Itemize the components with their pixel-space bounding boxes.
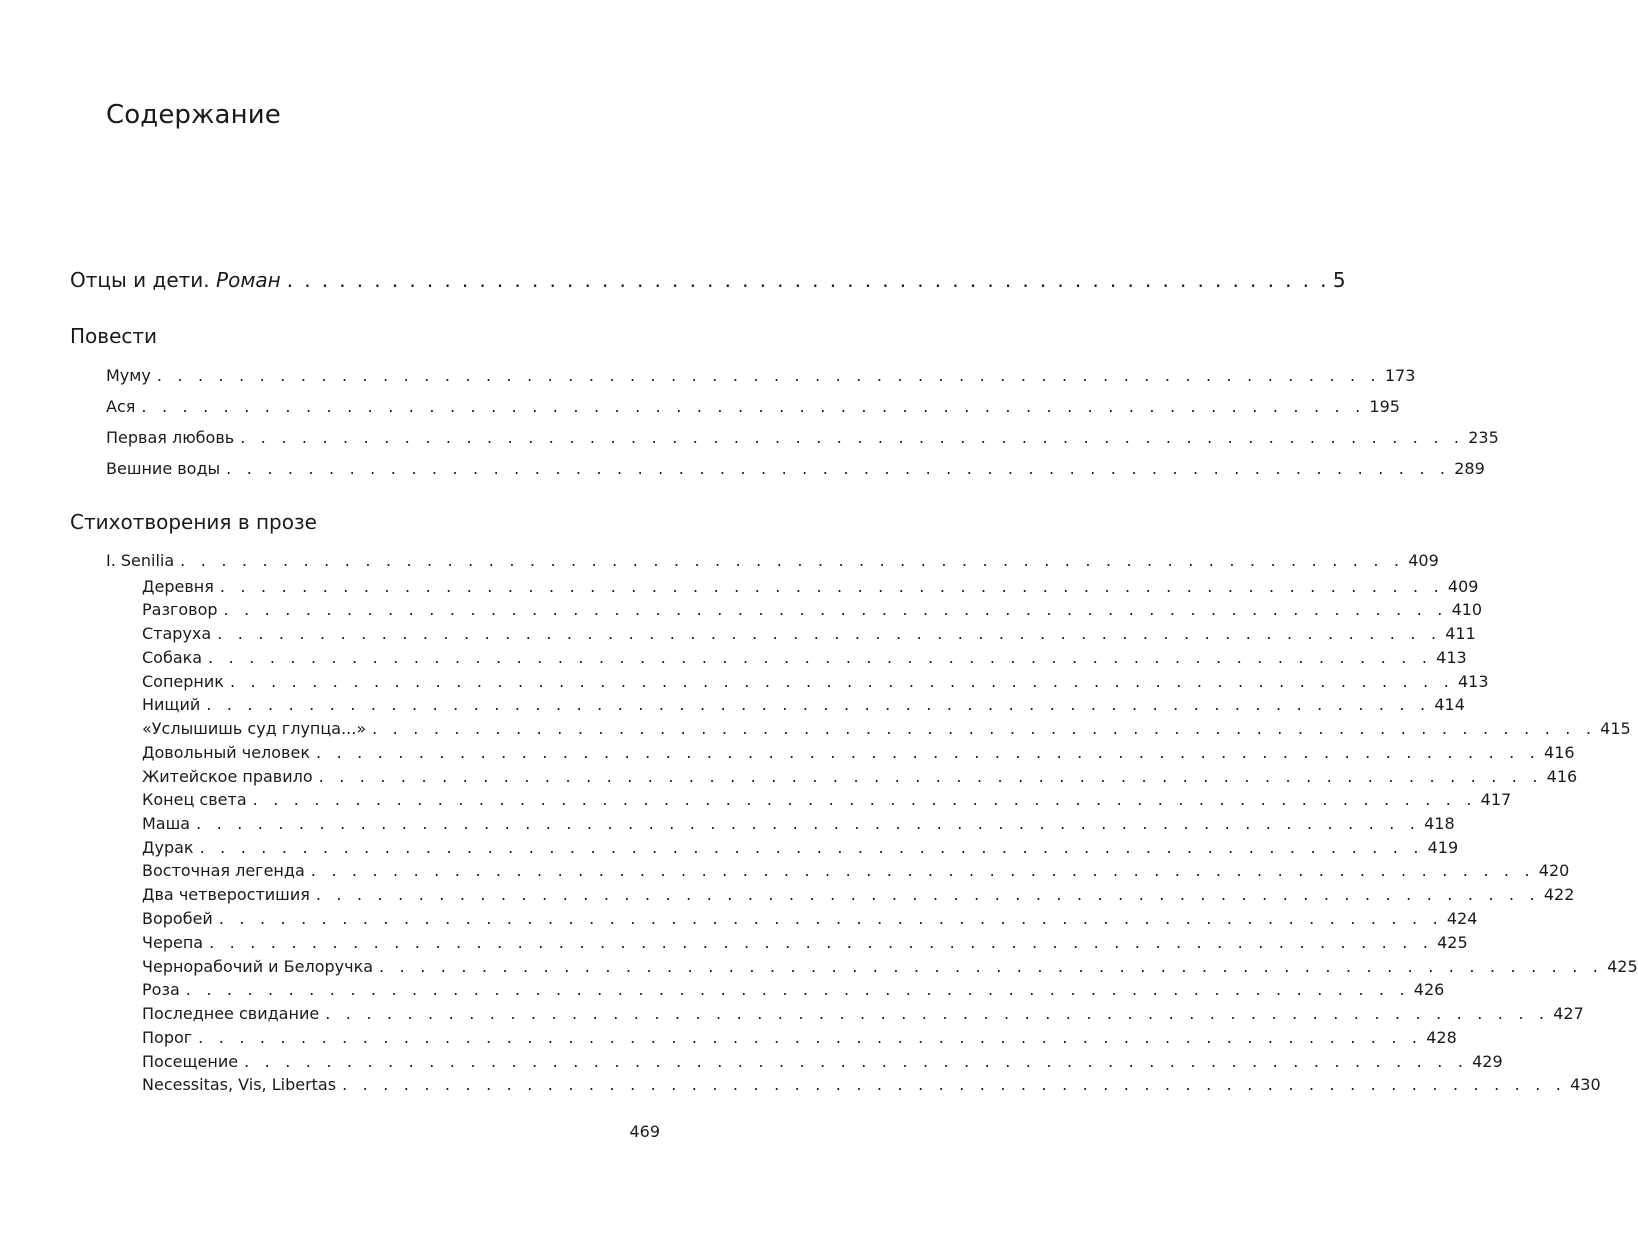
toc-entry-page: 418 bbox=[1424, 814, 1455, 833]
dot-leader: . . . . . . . . . . . . . . . . . . . . . . . . . . . . . . . . . . . . . . . . . . . . . . . . . . . . . . . . . . . . bbox=[141, 397, 1366, 416]
toc-entry bbox=[142, 980, 1445, 999]
toc-entry bbox=[142, 790, 1512, 809]
toc-entry-page: 289 bbox=[1454, 459, 1485, 478]
dot-leader: . . . . . . . . . . . . . . . . . . . . . . . . . . . . . . . . . . . . . . . . . . . . . . . . . . . . . . . . . . . . bbox=[226, 459, 1451, 478]
toc-entry-page: 5 bbox=[1332, 268, 1346, 292]
toc-entry-title: Деревня bbox=[142, 577, 214, 596]
toc-entry-title: Разговор bbox=[142, 600, 218, 619]
toc-entry bbox=[142, 624, 1476, 643]
toc-entry-page: 430 bbox=[1570, 1075, 1601, 1094]
toc-entry-title: Роза bbox=[142, 980, 180, 999]
toc-entry-title: Порог bbox=[142, 1028, 193, 1047]
dot-leader: . . . . . . . . . . . . . . . . . . . . . . . . . . . . . . . . . . . . . . . . . . . . . . . . . . . . . . . . . . . . bbox=[244, 1052, 1469, 1071]
toc-entry bbox=[142, 814, 1455, 833]
toc-entry bbox=[142, 600, 1483, 619]
dot-leader: . . . . . . . . . . . . . . . . . . . . . . . . . . . . . . . . . . . . . . . . . . . . . . . . . . . . . . . . . . . . bbox=[217, 624, 1442, 643]
toc-entry bbox=[142, 695, 1465, 714]
toc-entry-page: 415 bbox=[1600, 719, 1631, 738]
toc-entry-page: 428 bbox=[1426, 1028, 1457, 1047]
toc-entry-title: Довольный человек bbox=[142, 743, 310, 762]
toc-entry bbox=[142, 1004, 1584, 1023]
dot-leader: . . . . . . . . . . . . . . . . . . . . . . . . . . . . . . . . . . . . . . . . . . . . . . . . . . . . . . . . . . . . bbox=[316, 743, 1541, 762]
toc-entry-title: Ася bbox=[106, 397, 136, 416]
toc-entry-title: Муму bbox=[106, 366, 151, 385]
toc-entry bbox=[142, 838, 1459, 857]
toc-entry-page: 427 bbox=[1553, 1004, 1584, 1023]
toc-entry bbox=[142, 577, 1479, 596]
toc-entry bbox=[142, 648, 1467, 667]
toc-entry-page: 417 bbox=[1480, 790, 1512, 809]
toc-entry bbox=[142, 1028, 1457, 1047]
toc-entry bbox=[106, 366, 1416, 385]
dot-leader: . . . . . . . . . . . . . . . . . . . . . . . . . . . . . . . . . . . . . . . . . . . . . . . . . . . . . . . . . . . . bbox=[223, 600, 1448, 619]
toc-entry-title: Соперник bbox=[142, 672, 224, 691]
dot-leader: . . . . . . . . . . . . . . . . . . . . . . . . . . . . . . . . . . . . . . . . . . . . . . . . . . . . . . . . . . . . bbox=[252, 790, 1477, 809]
toc-entry-page: 173 bbox=[1384, 366, 1416, 385]
section-heading-prose-poems: Стихотворения в прозе bbox=[70, 510, 317, 534]
toc-entry bbox=[142, 672, 1489, 691]
toc-entry bbox=[142, 909, 1478, 928]
toc-entry-novel bbox=[70, 268, 1346, 292]
dot-leader: . . . . . . . . . . . . . . . . . . . . . . . . . . . . . . . . . . . . . . . . . . . . . . . . . . . . . . . . . . . . bbox=[198, 1028, 1423, 1047]
toc-entry-page: 424 bbox=[1446, 909, 1478, 928]
toc-entry-title: «Услышишь суд глупца...» bbox=[142, 719, 367, 738]
dot-leader: . . . . . . . . . . . . . . . . . . . . . . . . . . . . . . . . . . . . . . . . . . . . . . . . . . . . . . . . . . . . bbox=[318, 767, 1543, 786]
toc-entry bbox=[142, 1075, 1601, 1094]
dot-leader: . . . . . . . . . . . . . . . . . . . . . . . . . . . . . . . . . . . . . . . . . . . . . . . . . . . . . . . . . . . . bbox=[379, 957, 1604, 976]
toc-entry-page: 420 bbox=[1538, 861, 1570, 880]
toc-entry-title: Старуха bbox=[142, 624, 212, 643]
toc-entry bbox=[106, 459, 1485, 478]
toc-entry-title: Конец света bbox=[142, 790, 247, 809]
toc-entry-page: 413 bbox=[1436, 648, 1467, 667]
toc-entry bbox=[142, 743, 1575, 762]
toc-entry-title: Житейское правило bbox=[142, 767, 313, 786]
toc-entry-page: 235 bbox=[1468, 428, 1499, 447]
dot-leader: . . . . . . . . . . . . . . . . . . . . . . . . . . . . . . . . . . . . . . . . . . . . . . . . . . . . . . . . . . . . bbox=[196, 814, 1421, 833]
toc-entry-page: 419 bbox=[1427, 838, 1459, 857]
dot-leader: . . . . . . . . . . . . . . . . . . . . . . . . . . . . . . . . . . . . . . . . . . . . . . . . . . . . . . . . . . . . bbox=[199, 838, 1424, 857]
toc-entry-title: Чернорабочий и Белоручка bbox=[142, 957, 374, 976]
dot-leader: . . . . . . . . . . . . . . . . . . . . . . . . . . . . . . . . . . . . . . . . . . . . . . . . . . . . . . . . . . . . bbox=[229, 672, 1454, 691]
toc-entry-page: 416 bbox=[1546, 767, 1578, 786]
toc-entry-page: 409 bbox=[1408, 551, 1439, 570]
toc-entry-page: 410 bbox=[1451, 600, 1483, 619]
toc-entry-page: 416 bbox=[1544, 743, 1575, 762]
dot-leader: . . . . . . . . . . . . . . . . . . . . . . . . . . . . . . . . . . . . . . . . . . . . . . . . . . . . . . . . . . . . bbox=[325, 1004, 1550, 1023]
page-number: 469 bbox=[629, 1122, 660, 1141]
toc-entry bbox=[142, 957, 1638, 976]
toc-entry-title: Восточная легенда bbox=[142, 861, 305, 880]
dot-leader: . . . . . . . . . . . . . . . . . . . . . . . . . . . . . . . . . . . . . . . . . . . . . . . . . . . . . . . . . . . . bbox=[342, 1075, 1567, 1094]
toc-entry bbox=[106, 428, 1499, 447]
toc-entry bbox=[142, 1052, 1503, 1071]
toc-entry-title: Necessitas, Vis, Libertas bbox=[142, 1075, 337, 1094]
toc-entry-title: Отцы и дети. Роман bbox=[70, 268, 281, 292]
dot-leader: . . . . . . . . . . . . . . . . . . . . . . . . . . . . . . . . . . . . . . . . . . . . . . . . . . . . . . . . . . . . bbox=[240, 428, 1465, 447]
toc-entry-genre: Роман bbox=[216, 268, 281, 292]
toc-entry bbox=[142, 885, 1575, 904]
toc-entry-page: 413 bbox=[1457, 672, 1489, 691]
toc-entry-title: Черепа bbox=[142, 933, 204, 952]
toc-entry bbox=[106, 397, 1400, 416]
toc-entry-title: Собака bbox=[142, 648, 203, 667]
toc-entry-title: Два четверостишия bbox=[142, 885, 310, 904]
toc-entry-title: Нищий bbox=[142, 695, 201, 714]
page-title: Содержание bbox=[106, 100, 281, 130]
dot-leader: . . . . . . . . . . . . . . . . . . . . . . . . . . . . . . . . . . . . . . . . . . . . . . . . . . . . . . . . . . . . bbox=[310, 861, 1535, 880]
toc-entry-page: 429 bbox=[1472, 1052, 1503, 1071]
toc-entry-title: Посещение bbox=[142, 1052, 239, 1071]
toc-entry-page: 409 bbox=[1447, 577, 1479, 596]
toc-entry bbox=[142, 767, 1578, 786]
toc-entry-page: 426 bbox=[1413, 980, 1445, 999]
dot-leader: . . . . . . . . . . . . . . . . . . . . . . . . . . . . . . . . . . . . . . . . . . . . . . . . . . . . . . . . . . . . bbox=[208, 648, 1433, 667]
toc-entry-title: Дурак bbox=[142, 838, 194, 857]
toc-entry bbox=[142, 719, 1631, 738]
toc-entry-page: 422 bbox=[1543, 885, 1575, 904]
toc-entry-title: Вешние воды bbox=[106, 459, 221, 478]
toc-entry-page: 195 bbox=[1369, 397, 1400, 416]
section-heading-novellas: Повести bbox=[70, 324, 158, 348]
dot-leader: . . . . . . . . . . . . . . . . . . . . . . . . . . . . . . . . . . . . . . . . . . . . . . . . . . . . . . . . . . . . bbox=[372, 719, 1597, 738]
dot-leader: . . . . . . . . . . . . . . . . . . . . . . . . . . . . . . . . . . . . . . . . . . . . . . . . . . . . . . . . . . . . bbox=[209, 933, 1434, 952]
toc-entry-page: 425 bbox=[1437, 933, 1468, 952]
toc-entry-title: Воробей bbox=[142, 909, 213, 928]
dot-leader: . . . . . . . . . . . . . . . . . . . . . . . . . . . . . . . . . . . . . . . . . . . . . . . . . . . . . . . . . . . . bbox=[206, 695, 1431, 714]
toc-entry-title: Первая любовь bbox=[106, 428, 235, 447]
dot-leader: . . . . . . . . . . . . . . . . . . . . . . . . . . . . . . . . . . . . . . . . . . . . . . . . . . . . . . . . . . . . bbox=[315, 885, 1540, 904]
toc-entry-title: I. Senilia bbox=[106, 551, 175, 570]
toc-entry-title: Маша bbox=[142, 814, 191, 833]
toc-entry-page: 411 bbox=[1445, 624, 1476, 643]
dot-leader: . . . . . . . . . . . . . . . . . . . . . . . . . . . . . . . . . . . . . . . . . . . . . . . . . . . . . . . . . . . . bbox=[286, 268, 1329, 292]
toc-entry-part bbox=[106, 551, 1439, 570]
dot-leader: . . . . . . . . . . . . . . . . . . . . . . . . . . . . . . . . . . . . . . . . . . . . . . . . . . . . . . . . . . . . bbox=[219, 577, 1444, 596]
toc-entry-title: Последнее свидание bbox=[142, 1004, 320, 1023]
toc-entry bbox=[142, 861, 1570, 880]
dot-leader: . . . . . . . . . . . . . . . . . . . . . . . . . . . . . . . . . . . . . . . . . . . . . . . . . . . . . . . . . . . . bbox=[156, 366, 1381, 385]
toc-entry-page: 414 bbox=[1434, 695, 1465, 714]
dot-leader: . . . . . . . . . . . . . . . . . . . . . . . . . . . . . . . . . . . . . . . . . . . . . . . . . . . . . . . . . . . . bbox=[218, 909, 1443, 928]
dot-leader: . . . . . . . . . . . . . . . . . . . . . . . . . . . . . . . . . . . . . . . . . . . . . . . . . . . . . . . . . . . . bbox=[185, 980, 1410, 999]
toc-entry bbox=[142, 933, 1468, 952]
dot-leader: . . . . . . . . . . . . . . . . . . . . . . . . . . . . . . . . . . . . . . . . . . . . . . . . . . . . . . . . . . . . bbox=[180, 551, 1405, 570]
toc-entry-page: 425 bbox=[1607, 957, 1638, 976]
